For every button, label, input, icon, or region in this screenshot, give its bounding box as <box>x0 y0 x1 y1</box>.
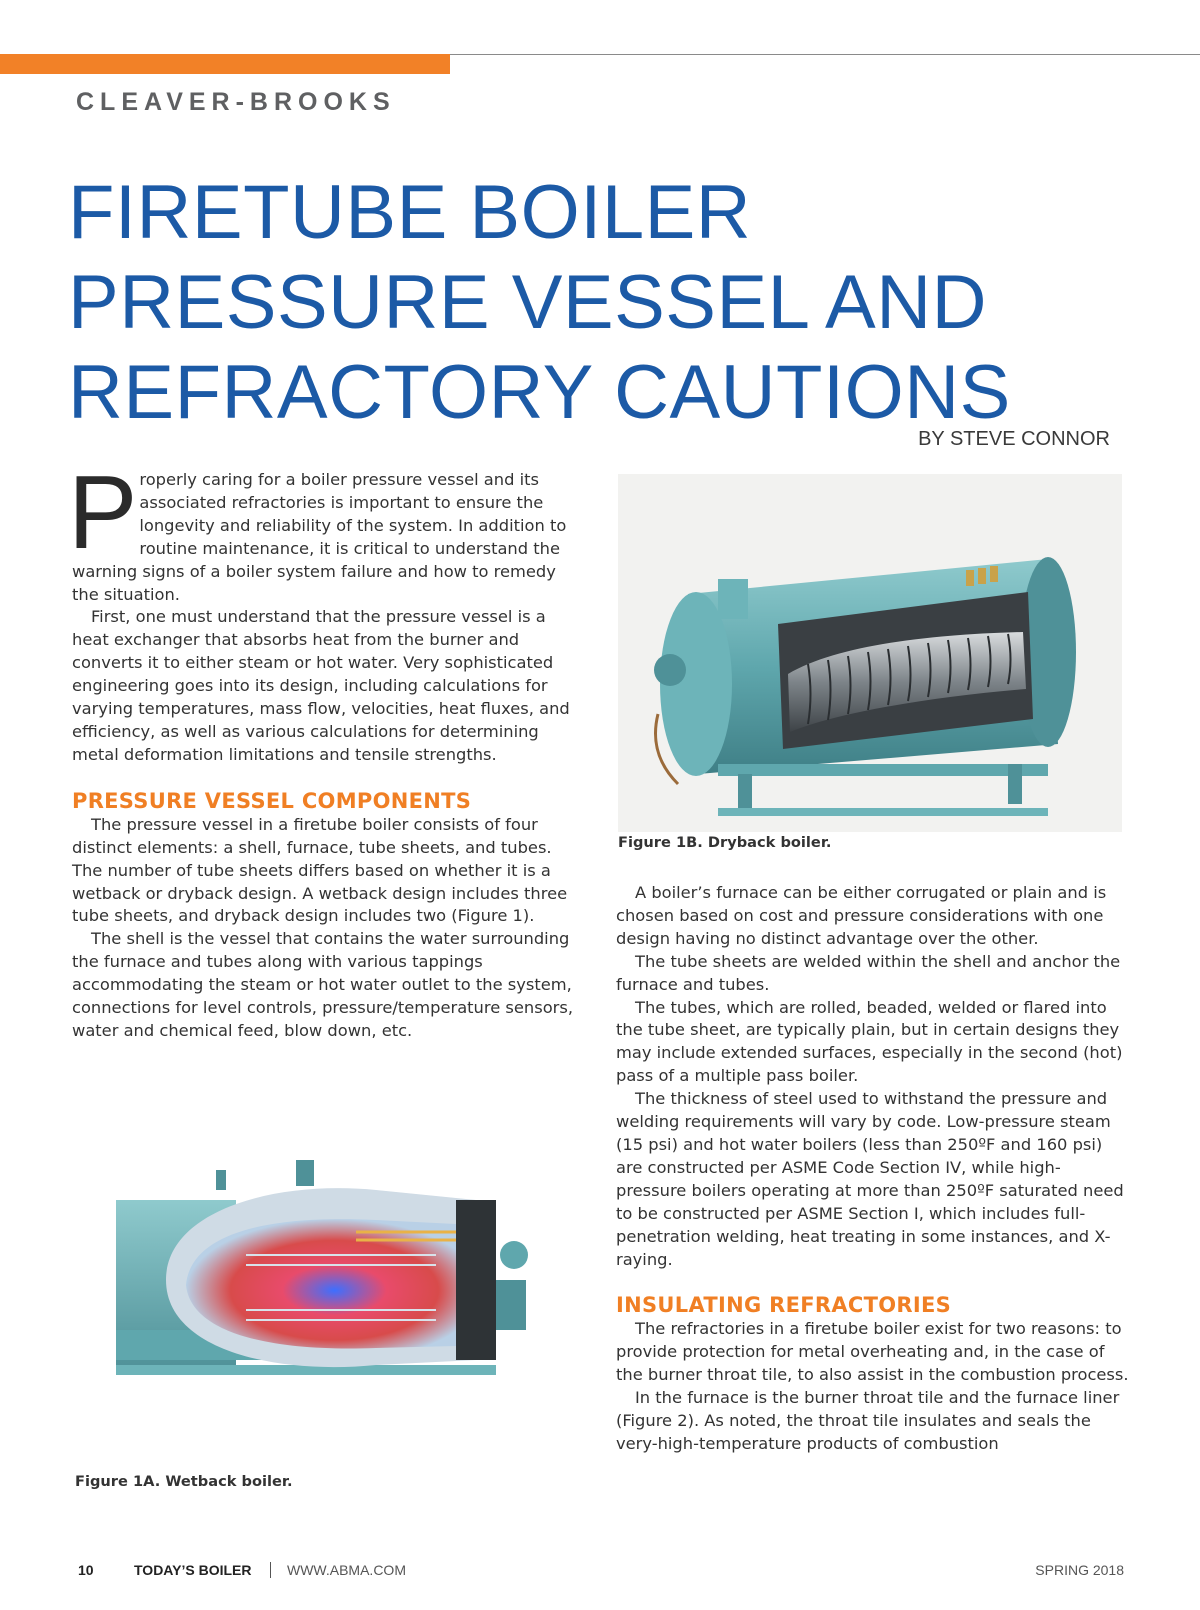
figure-1b-caption: Figure 1B. Dryback boiler. <box>618 834 832 851</box>
header-rule <box>450 54 1200 55</box>
body-paragraph: In the furnace is the burner throat tile and the furnace liner (Figure 2). As noted, the throat tile insulates and seals the very-high-temperature products of combustion <box>616 1388 1120 1453</box>
magazine-name: TODAY’S BOILER <box>134 1562 252 1578</box>
body-paragraph: The pressure vessel in a firetube boiler consists of four distinct elements: a shell, furnace, tube sheets, and tubes. The number of tube sheets differs based on whether it is a wetback or dryback design. A wetback design includes three tube sheets, and dryback design includes two (Figure 1). <box>72 814 568 926</box>
article-title <box>68 168 1011 438</box>
footer-separator <box>270 1562 271 1578</box>
body-paragraph: The tube sheets are welded within the shell and anchor the furnace and tubes. <box>616 951 1121 994</box>
left-column <box>68 455 580 1043</box>
title-line-2: PRESSURE VESSEL AND <box>68 260 988 345</box>
title-line-3: REFRACTORY CAUTIONS <box>68 350 1011 435</box>
right-column <box>616 882 1130 1456</box>
wetback-boiler-illustration <box>96 1160 556 1404</box>
body-paragraph: The shell is the vessel that contains the water surrounding the furnace and tubes along with various tappings accommodating the steam or hot water outlet to the system, connections for level controls, pressure/temperature sensors, water and chemical feed, blow down, etc. <box>72 929 574 1040</box>
body-paragraph: A boiler’s furnace can be either corrugated or plain and is chosen based on cost and pressure considerations with one design having no distinct advantage over the other. <box>616 883 1107 948</box>
website-url: WWW.ABMA.COM <box>287 1562 406 1578</box>
body-paragraph: First, one must understand that the pressure vessel is a heat exchanger that absorbs heat from the burner and converts it to either steam or hot water. Very sophisticated engineering goes into its design, including calculations for varying temperatures, mass flow, velocities, heat fluxes, and efficiency, as well as various calculations for determining metal deformation limitations and tensile strengths. <box>72 607 570 764</box>
section-heading-refractories: INSULATING REFRACTORIES <box>616 1293 952 1318</box>
byline: BY STEVE CONNOR <box>918 428 1110 450</box>
title-line-1: FIRETUBE BOILER <box>68 170 752 255</box>
body-paragraph: The refractories in a firetube boiler exist for two reasons: to provide protection for metal overheating and, in the case of the burner throat tile, to also assist in the combustion process. <box>616 1319 1129 1385</box>
section-kicker: CLEAVER-BROOKS <box>76 88 396 116</box>
dryback-boiler-illustration <box>618 474 1122 832</box>
body-paragraph: The tubes, which are rolled, beaded, welded or flared into the tube sheet, are typically plain, but in certain designs they may include extended surfaces, especially in the second (hot) pass of a multiple pass boiler. <box>616 997 1123 1086</box>
page-number: 10 <box>78 1562 94 1578</box>
section-heading-components: PRESSURE VESSEL COMPONENTS <box>72 788 472 813</box>
drop-cap: P <box>68 455 138 571</box>
header-accent-bar <box>0 54 450 74</box>
issue-date: SPRING 2018 <box>1035 1562 1124 1578</box>
dryback-boiler-image <box>618 474 1122 832</box>
intro-paragraph <box>68 455 580 606</box>
intro-text: roperly caring for a boiler pressure vessel and its associated refractories is important to ensure the longevity and reliability of the system. In addition to routine maintenance, it is critical to understand the warning signs of a boiler system failure and how to remedy the situation. <box>72 470 567 604</box>
figure-1a-caption: Figure 1A. Wetback boiler. <box>75 1473 293 1490</box>
wetback-boiler-image <box>96 1160 556 1404</box>
body-paragraph: The thickness of steel used to withstand the pressure and welding requirements will vary by code. Low-pressure steam (15 psi) and hot water boilers (less than 250ºF and 160 psi) are constructed per ASME Code Section IV, while high-pressure boilers operating at more than 250ºF saturated need to be constructed per ASME Section I, which includes full-penetration welding, heat treating in some instances, and X-raying. <box>616 1089 1124 1269</box>
